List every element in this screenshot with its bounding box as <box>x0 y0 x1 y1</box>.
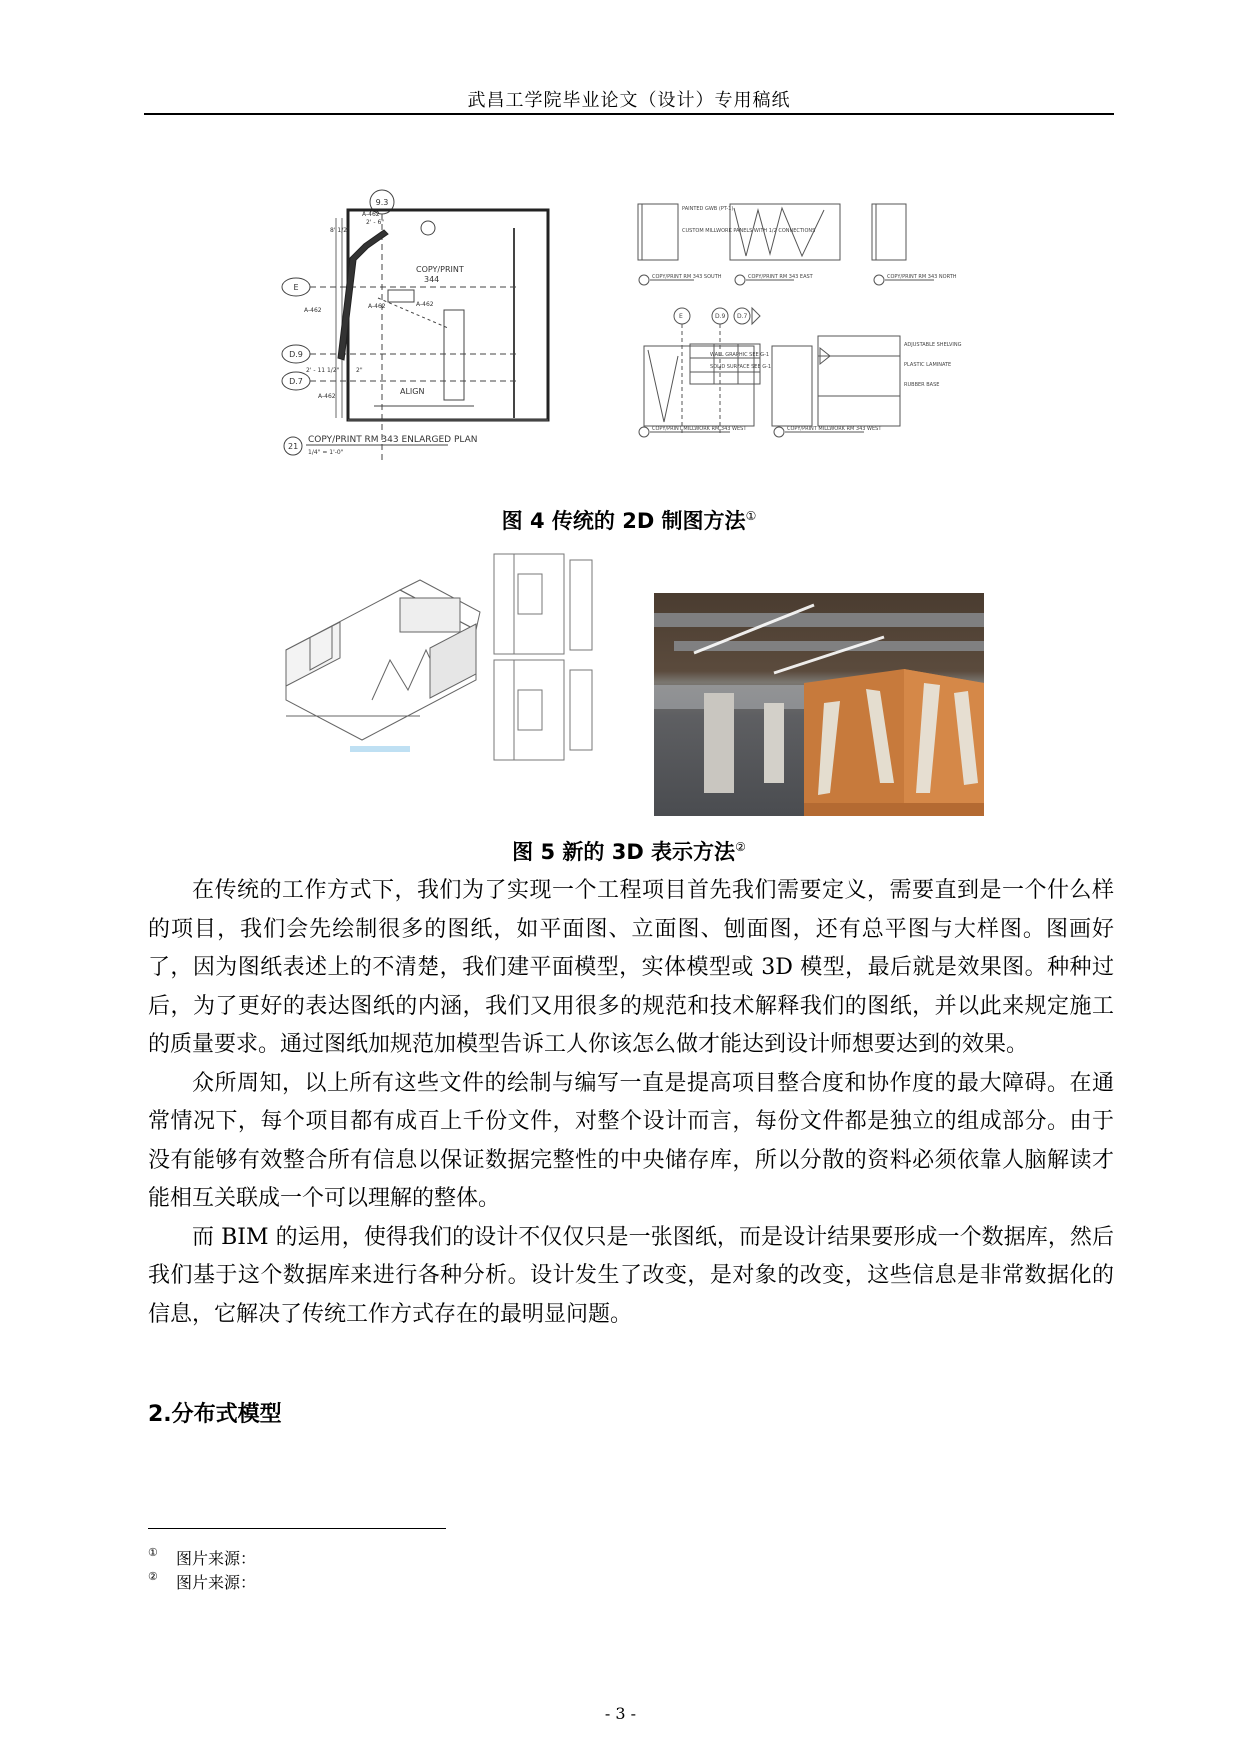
plan-callout-2: A-462 <box>304 307 322 314</box>
elevation-note-5: ADJUSTABLE SHELVING <box>904 342 962 348</box>
figure5-caption-text: 图 5 新的 3D 表示方法 <box>512 840 736 864</box>
figure4-caption <box>144 505 1114 535</box>
elevation-note-2: CUSTOM MILLWORK PANELS WITH 1/2 CONNECTIONS <box>682 228 816 234</box>
plan-callout-5: A-462 <box>318 393 336 400</box>
body-paragraph-3: 而 BIM 的运用，使得我们的设计不仅仅只是一张图纸，而是设计结果要形成一个数据库，然后我们基于这个数据库来进行各种分析。设计发生了改变，是对象的改变，这些信息是非常数据化的信息，它解决了传统工作方式存在的最明显问题。 <box>148 1224 1114 1327</box>
elevation-millwork-west-title: COPY/PRINT MILLWORK RM 343 WEST <box>652 426 747 432</box>
figure5-note-mark: ② <box>735 840 746 854</box>
plan-dim-1: 8' 1/2" <box>330 227 350 234</box>
elevation-east-title: COPY/PRINT RM 343 EAST <box>748 274 813 280</box>
elevation-note-1: PAINTED GWB (PT-1) <box>682 206 734 212</box>
plan-dim-3: 2' - 11 1/2" <box>306 367 340 374</box>
elevation-south-title: COPY/PRINT RM 343 SOUTH <box>652 274 722 280</box>
elevation-north-title: COPY/PRINT RM 343 NORTH <box>887 274 957 280</box>
plan-tag-e: E <box>293 283 299 292</box>
figure4-elevation-drawings <box>634 196 966 478</box>
plan-tag-d9: D.9 <box>289 350 303 359</box>
elevation-grid-d7: D.7 <box>737 313 748 320</box>
plan-title-number: 21 <box>288 442 299 451</box>
elevation-note-7: RUBBER BASE <box>904 382 940 388</box>
footnote-rule <box>148 1528 446 1529</box>
footnote-1-mark: ① <box>148 1546 158 1559</box>
footnote-2 <box>148 1570 256 1593</box>
plan-room-number: 344 <box>424 275 440 284</box>
elevation-note-6: PLASTIC LAMINATE <box>904 362 952 368</box>
plan-tag-9-3: 9.3 <box>375 198 389 207</box>
plan-callout-4: A-462 <box>416 301 434 308</box>
page-number: - 3 - <box>604 1704 637 1723</box>
body-paragraph-2: 众所周知，以上所有这些文件的绘制与编写一直是提高项目整合度和协作度的最大障碍。在通常情况下，每个项目都有成百上千份文件，对整个设计而言，每份文件都是独立的组成部分。由于没有能够有效整合所有信息以保证数据完整性的中央储存库，所以分散的资料必须依靠人脑解读才能相互关联成一个可以理解的整体。 <box>148 1070 1114 1211</box>
figure5-caption <box>144 836 1114 866</box>
footnote-1 <box>148 1546 256 1569</box>
plan-scale: 1/4" = 1'-0" <box>308 449 344 456</box>
elevation-note-3: WALL GRAPHIC SEE G-1 <box>710 352 770 358</box>
footnote-1-text: 图片来源： <box>176 1549 257 1568</box>
elevation-millwork-west2-title: COPY/PRINT MILLWORK RM 343 WEST <box>787 426 882 432</box>
plan-callout-1: A-462 <box>362 211 380 218</box>
plan-room-label: COPY/PRINT <box>416 265 464 274</box>
plan-title: COPY/PRINT RM 343 ENLARGED PLAN <box>308 435 478 445</box>
body-text <box>148 872 1114 1334</box>
plan-align-label: ALIGN <box>400 387 425 396</box>
figure5-interior-rendering <box>654 593 984 816</box>
elevation-grid-d9: D.9 <box>715 313 726 320</box>
figure4-plan-drawing <box>278 188 560 485</box>
body-paragraph-1: 在传统的工作方式下，我们为了实现一个工程项目首先我们需要定义，需要直到是一个什么样的项目，我们会先绘制很多的图纸，如平面图、立面图、刨面图，还有总平图与大样图。图画好了，因为图纸表述上的不清楚，我们建平面模型，实体模型或 3D 模型，最后就是效果图。种种过后，为了更好的表达图纸的内涵，我们又用很多的规范和技术解释我们的图纸，并以此来规定施工的质量要求。通过图纸加规范加模型告诉工人你该怎么做才能达到设计师想要达到的效果。 <box>148 878 1114 1057</box>
plan-callout-3: A-462 <box>368 303 386 310</box>
section-heading: 2.分布式模型 <box>148 1402 282 1427</box>
figure4-caption-text: 图 4 传统的 2D 制图方法 <box>501 509 746 533</box>
plan-tag-d7: D.7 <box>289 377 303 386</box>
figure5-axonometric-drawing <box>280 550 596 764</box>
figure4-note-mark: ① <box>745 509 757 523</box>
header-rule <box>144 113 1114 115</box>
plan-dim-2: 2' - 6" <box>366 219 385 226</box>
footnote-2-mark: ② <box>148 1570 158 1583</box>
elevation-grid-e: E <box>679 313 683 320</box>
elevation-note-4: SOLID SURFACE SEE G-1 <box>710 364 772 370</box>
page-header-title: 武昌工学院毕业论文（设计）专用稿纸 <box>467 90 791 111</box>
plan-dim-4: 2" <box>356 367 363 374</box>
footnote-2-text: 图片来源： <box>176 1573 257 1592</box>
